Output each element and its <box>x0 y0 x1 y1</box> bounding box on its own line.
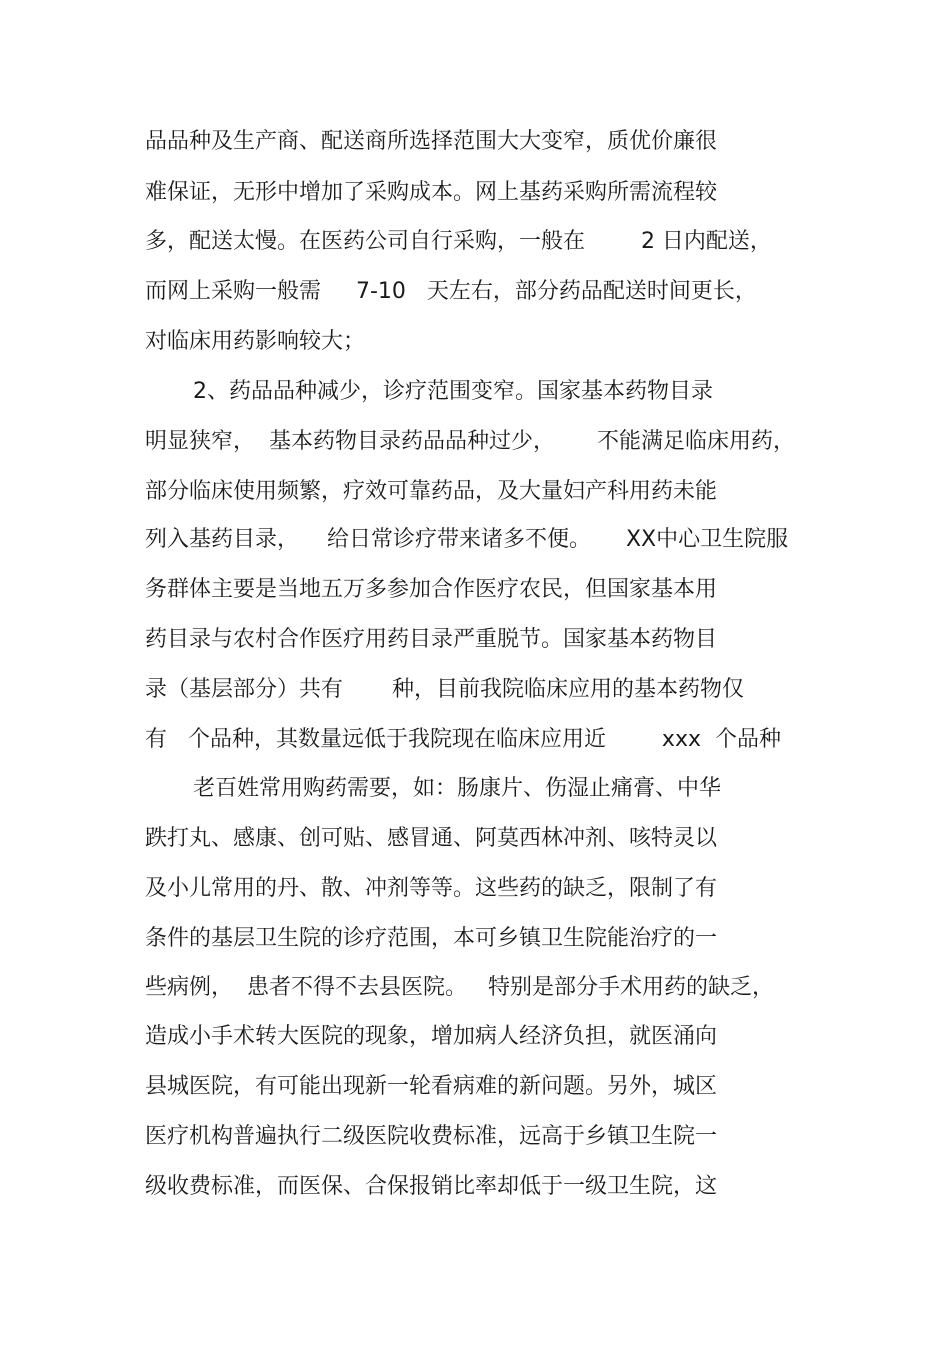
text-line: 务群体主要是当地五万多参加合作医疗农民，但国家基本用 <box>145 577 718 602</box>
text-line: 些病例， 患者不得不去县医院。 特别是部分手术用药的缺乏， <box>145 975 774 1000</box>
text-line: 列入基药目录， 给日常诊疗带来诸多不便。 XX中心卫生院服 <box>145 527 789 552</box>
text-line: 跌打丸、感康、创可贴、感冒通、阿莫西林冲剂、咳特灵以 <box>145 826 718 851</box>
text-line: 对临床用药影响较大； <box>145 329 366 354</box>
text-line: 医疗机构普遍执行二级医院收费标准，远高于乡镇卫生院一 <box>145 1124 718 1149</box>
paragraph-start-line: 老百姓常用购药需要，如：肠康片、伤湿止痛膏、中华 <box>193 776 722 801</box>
text-line: 有 个品种，其数量远低于我院现在临床应用近 xxx 个品种 <box>145 727 781 752</box>
text-line: 录（基层部分）共有 种，目前我院临床应用的基本药物仅 <box>145 677 744 702</box>
text-line: 而网上采购一般需 7-10 天左右，部分药品配送时间更长， <box>145 279 757 304</box>
text-line: 难保证，无形中增加了采购成本。网上基药采购所需流程较 <box>145 180 718 205</box>
text-line: 多，配送太慢。在医药公司自行采购，一般在 2 日内配送， <box>145 229 772 254</box>
text-line: 县城医院，有可能出现新一轮看病难的新问题。另外，城区 <box>145 1074 718 1099</box>
text-line: 及小儿常用的丹、散、冲剂等等。这些药的缺乏，限制了有 <box>145 876 718 901</box>
text-line: 条件的基层卫生院的诊疗范围，本可乡镇卫生院能治疗的一 <box>145 926 718 951</box>
text-line: 部分临床使用频繁，疗效可靠药品，及大量妇产科用药未能 <box>145 479 718 504</box>
text-line: 药目录与农村合作医疗用药目录严重脱节。国家基本药物目 <box>145 627 718 652</box>
text-line: 造成小手术转大医院的现象，增加病人经济负担，就医涌向 <box>145 1024 718 1049</box>
paragraph-start-line: 2、药品品种减少，诊疗范围变窄。国家基本药物目录 <box>193 379 713 404</box>
text-line: 明显狭窄， 基本药物目录药品品种过少， 不能满足临床用药， <box>145 429 795 454</box>
text-line: 品品种及生产商、配送商所选择范围大大变窄，质优价廉很 <box>145 129 718 154</box>
text-line: 级收费标准，而医保、合保报销比率却低于一级卫生院，这 <box>145 1174 718 1199</box>
